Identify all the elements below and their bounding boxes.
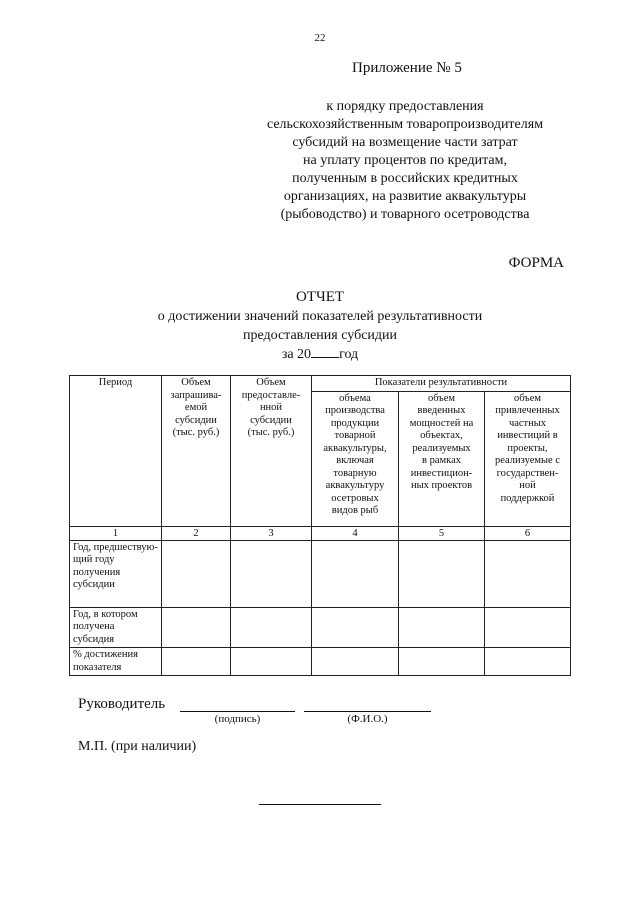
signature-label: Руководитель: [78, 696, 166, 712]
header-period: Период: [70, 376, 162, 527]
bottom-separator-line: [259, 804, 381, 805]
annex-line: (рыбоводство) и товарного осетроводства: [280, 207, 530, 222]
column-number-row: [70, 526, 571, 540]
table-row: [70, 540, 571, 607]
table-cell[interactable]: [231, 540, 312, 607]
table-row: [70, 648, 571, 676]
table-cell[interactable]: [485, 540, 571, 607]
row-label-previous-year: Год, предшествую-щий году получения субсидии: [70, 540, 162, 607]
column-number: 1: [70, 526, 162, 540]
stamp-note: М.П. (при наличии): [78, 739, 197, 754]
report-year-prefix: за 20: [281, 347, 312, 362]
table-row: [70, 607, 571, 648]
report-subtitle-line: о достижении значений показателей результативности: [157, 309, 483, 324]
signature-caption: (подпись): [214, 713, 261, 725]
annex-line: к порядку предоставления: [326, 99, 484, 114]
annex-line: полученным в российских кредитных: [292, 171, 518, 186]
column-number: 3: [231, 526, 312, 540]
page-number: 22: [314, 32, 326, 44]
report-year-line: [0, 345, 640, 364]
report-subtitle: [0, 307, 640, 364]
annex-line: сельскохозяйственным товаропроизводителям: [266, 117, 544, 132]
table-cell[interactable]: [312, 607, 399, 648]
table-cell[interactable]: [162, 648, 231, 676]
column-number: 2: [162, 526, 231, 540]
report-year-suffix: год: [339, 347, 359, 362]
signature-line[interactable]: [180, 711, 295, 712]
column-number: 6: [485, 526, 571, 540]
table-cell[interactable]: [399, 648, 485, 676]
annex-line: субсидий на возмещение части затрат: [292, 135, 518, 150]
header-requested-subsidy: Объем запрашива- емой субсидии (тыс. руб.): [162, 376, 231, 527]
table-cell[interactable]: [231, 648, 312, 676]
header-investment-volume: объем привлеченных частных инвестиций в проекты, реализуемые с государствен- ной поддержкой: [485, 391, 571, 526]
row-label-subsidy-year: Год, в котором получена субсидия: [70, 607, 162, 648]
report-table: [69, 375, 571, 676]
table-cell[interactable]: [485, 648, 571, 676]
table-cell[interactable]: [399, 607, 485, 648]
year-blank-field[interactable]: [311, 345, 339, 358]
table-cell[interactable]: [162, 540, 231, 607]
table-cell[interactable]: [312, 540, 399, 607]
column-number: 5: [399, 526, 485, 540]
form-label: ФОРМА: [508, 255, 564, 271]
header-performance-indicators: Показатели результативности: [312, 376, 571, 392]
table-cell[interactable]: [231, 607, 312, 648]
header-provided-subsidy: Объем предоставле- нной субсидии (тыс. руб.): [231, 376, 312, 527]
table-cell[interactable]: [399, 540, 485, 607]
table-cell[interactable]: [312, 648, 399, 676]
annex-description: [240, 98, 570, 224]
annex-line: на уплату процентов по кредитам,: [302, 153, 507, 168]
annex-title: Приложение № 5: [352, 60, 462, 76]
column-number: 4: [312, 526, 399, 540]
header-capacity-volume: объем введенных мощностей на объектах, реализуемых в рамках инвестицион- ных проектов: [399, 391, 485, 526]
report-subtitle-line: предоставления субсидии: [242, 328, 398, 343]
row-label-achievement-percent: % достижения показателя: [70, 648, 162, 676]
header-production-volume: объема производства продукции товарной аквакультуры, включая товарную аквакультуру осетровых видов рыб: [312, 391, 399, 526]
name-caption: (Ф.И.О.): [347, 713, 388, 725]
report-title: ОТЧЕТ: [295, 289, 345, 305]
name-line[interactable]: [304, 711, 431, 712]
table-cell[interactable]: [162, 607, 231, 648]
table-cell[interactable]: [485, 607, 571, 648]
annex-line: организациях, на развитие аквакультуры: [283, 189, 527, 204]
